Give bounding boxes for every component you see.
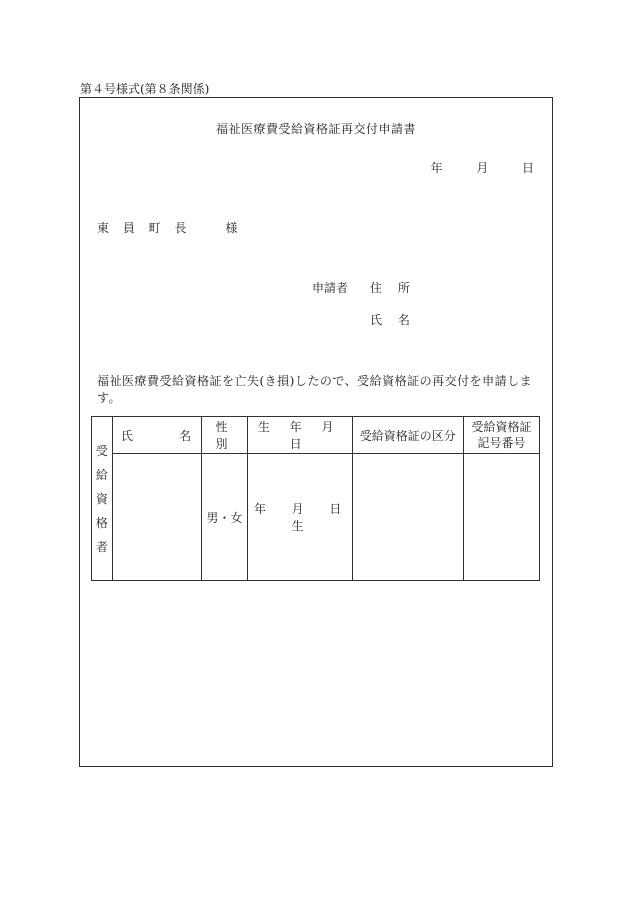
birthdate-cell[interactable] [247, 454, 352, 581]
row-label-char: 資 [95, 491, 108, 506]
name-cell[interactable] [112, 454, 201, 581]
birth-day: 日生 [291, 502, 346, 533]
birth-month: 月 [291, 502, 308, 516]
date-month: 月 [476, 161, 489, 175]
name-header-a: 氏 [120, 428, 133, 443]
addressee: 東 員 町 長 様 [97, 221, 243, 235]
recipient-row-label [92, 417, 113, 581]
form-title: 福祉医療費受給資格証再交付申請書 [215, 122, 416, 136]
applicant-label: 申請者 [312, 281, 349, 295]
name-header [112, 417, 201, 454]
birthdate-header: 生 年 月 日 [247, 417, 352, 454]
form-number-label: 第４号様式(第８条関係) [80, 82, 210, 96]
name-header-b: 名 [179, 428, 192, 443]
table-body-row [92, 454, 540, 581]
number-header-line2: 記号番号 [477, 436, 526, 450]
sex-cell[interactable]: 男・女 [202, 454, 248, 581]
date-day: 日 [521, 161, 534, 175]
application-date [431, 159, 534, 176]
certificate-class-cell[interactable] [352, 454, 463, 581]
applicant-name-label: 氏 名 [370, 313, 416, 327]
date-year: 年 [430, 161, 443, 175]
certificate-number-cell[interactable] [463, 454, 539, 581]
row-label-char: 格 [95, 515, 108, 530]
row-label-char: 者 [95, 539, 108, 554]
form-frame [79, 97, 553, 767]
certificate-class-header: 受給資格証の区分 [352, 417, 463, 454]
number-header-line1: 受給資格証 [471, 420, 532, 434]
table-header-row [92, 417, 540, 454]
recipient-table [91, 416, 540, 581]
certificate-number-header [463, 417, 539, 454]
birth-year: 年 [253, 502, 270, 516]
application-statement: 福祉医療費受給資格証を亡失(き損)したので、受給資格証の再交付を申請します。 [97, 374, 533, 405]
applicant-address-label: 住 所 [370, 281, 416, 295]
row-label-char: 受 [95, 443, 108, 458]
sex-header: 性 別 [202, 417, 248, 454]
row-label-char: 給 [95, 467, 108, 482]
